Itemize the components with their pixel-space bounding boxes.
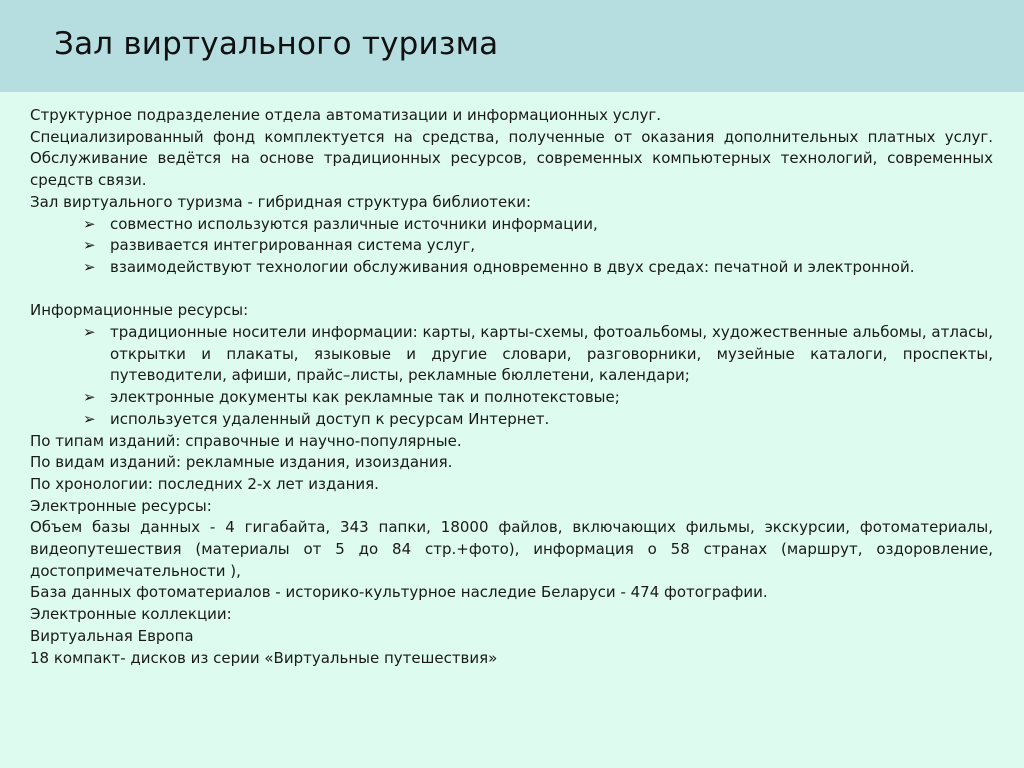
bullet-arrow-icon: ➢ [83, 388, 96, 407]
list-item: ➢ традиционные носители информации: карты, карты-схемы, фотоальбомы, художественные альбомы, атласы, открытки и плакаты, языковые и другие словари, разговорники, музейные каталоги, проспекты, путеводители, афиши, прайс–листы, рекламные бюллетени, календари; [83, 323, 993, 385]
info-resources-list [30, 322, 993, 431]
paragraph-fund: Специализированный фонд комплектуется на средства, полученные от оказания дополнительных платных услуг. Обслуживание ведётся на основе традиционных ресурсов, современных компьютерных технологий, современных средств связи. [30, 127, 993, 190]
paragraph-info-resources: Информационные ресурсы: [30, 301, 249, 320]
paragraph-electronic-collections: Электронные коллекции: [30, 605, 232, 624]
bullet-arrow-icon: ➢ [83, 323, 96, 342]
paragraph-hybrid-structure: Зал виртуального туризма - гибридная структура библиотеки: [30, 192, 532, 211]
list-item: ➢ совместно используются различные источники информации, [110, 214, 993, 236]
paragraph-chronology: По хронологии: последних 2-х лет издания. [30, 474, 379, 493]
bullet-arrow-icon: ➢ [83, 214, 96, 233]
paragraph-department: Структурное подразделение отдела автоматизации и информационных услуг. [30, 106, 662, 124]
paragraph-edition-kinds: По видам изданий: рекламные издания, изоиздания. [30, 453, 453, 472]
list-item: ➢ используется удаленный доступ к ресурсам Интернет. [110, 409, 993, 431]
spacer [30, 279, 993, 301]
bullet-arrow-icon: ➢ [83, 236, 96, 255]
slide-body [30, 105, 993, 669]
paragraph-photo-database: База данных фотоматериалов - историко-культурное наследие Беларуси - 474 фотографии. [30, 583, 768, 602]
list-item: ➢ электронные документы как рекламные так и полнотекстовые; [110, 387, 993, 409]
hybrid-structure-list [30, 214, 993, 279]
list-item: ➢ развивается интегрированная система услуг, [110, 235, 993, 257]
paragraph-database-volume: Объем базы данных - 4 гигабайта, 343 папки, 18000 файлов, включающих фильмы, экскурсии, фотоматериалы, видеопутешествия (материалы от 5 до 84 стр.+фото), информация о 58 странах (маршрут, оздоровление, достопримечательности ), [30, 518, 993, 580]
list-item: ➢ взаимодействуют технологии обслуживания одновременно в двух средах: печатной и электронной. [110, 257, 993, 279]
title-bar [0, 0, 1024, 92]
paragraph-virtual-europe: Виртуальная Европа [30, 626, 194, 645]
bullet-arrow-icon: ➢ [83, 409, 96, 428]
bullet-arrow-icon: ➢ [83, 257, 96, 276]
paragraph-cd-series: 18 компакт- дисков из серии «Виртуальные путешествия» [30, 648, 498, 667]
paragraph-electronic-resources: Электронные ресурсы: [30, 496, 212, 515]
paragraph-edition-types: По типам изданий: справочные и научно-популярные. [30, 431, 462, 450]
slide-title: Зал виртуального туризма [54, 26, 499, 62]
